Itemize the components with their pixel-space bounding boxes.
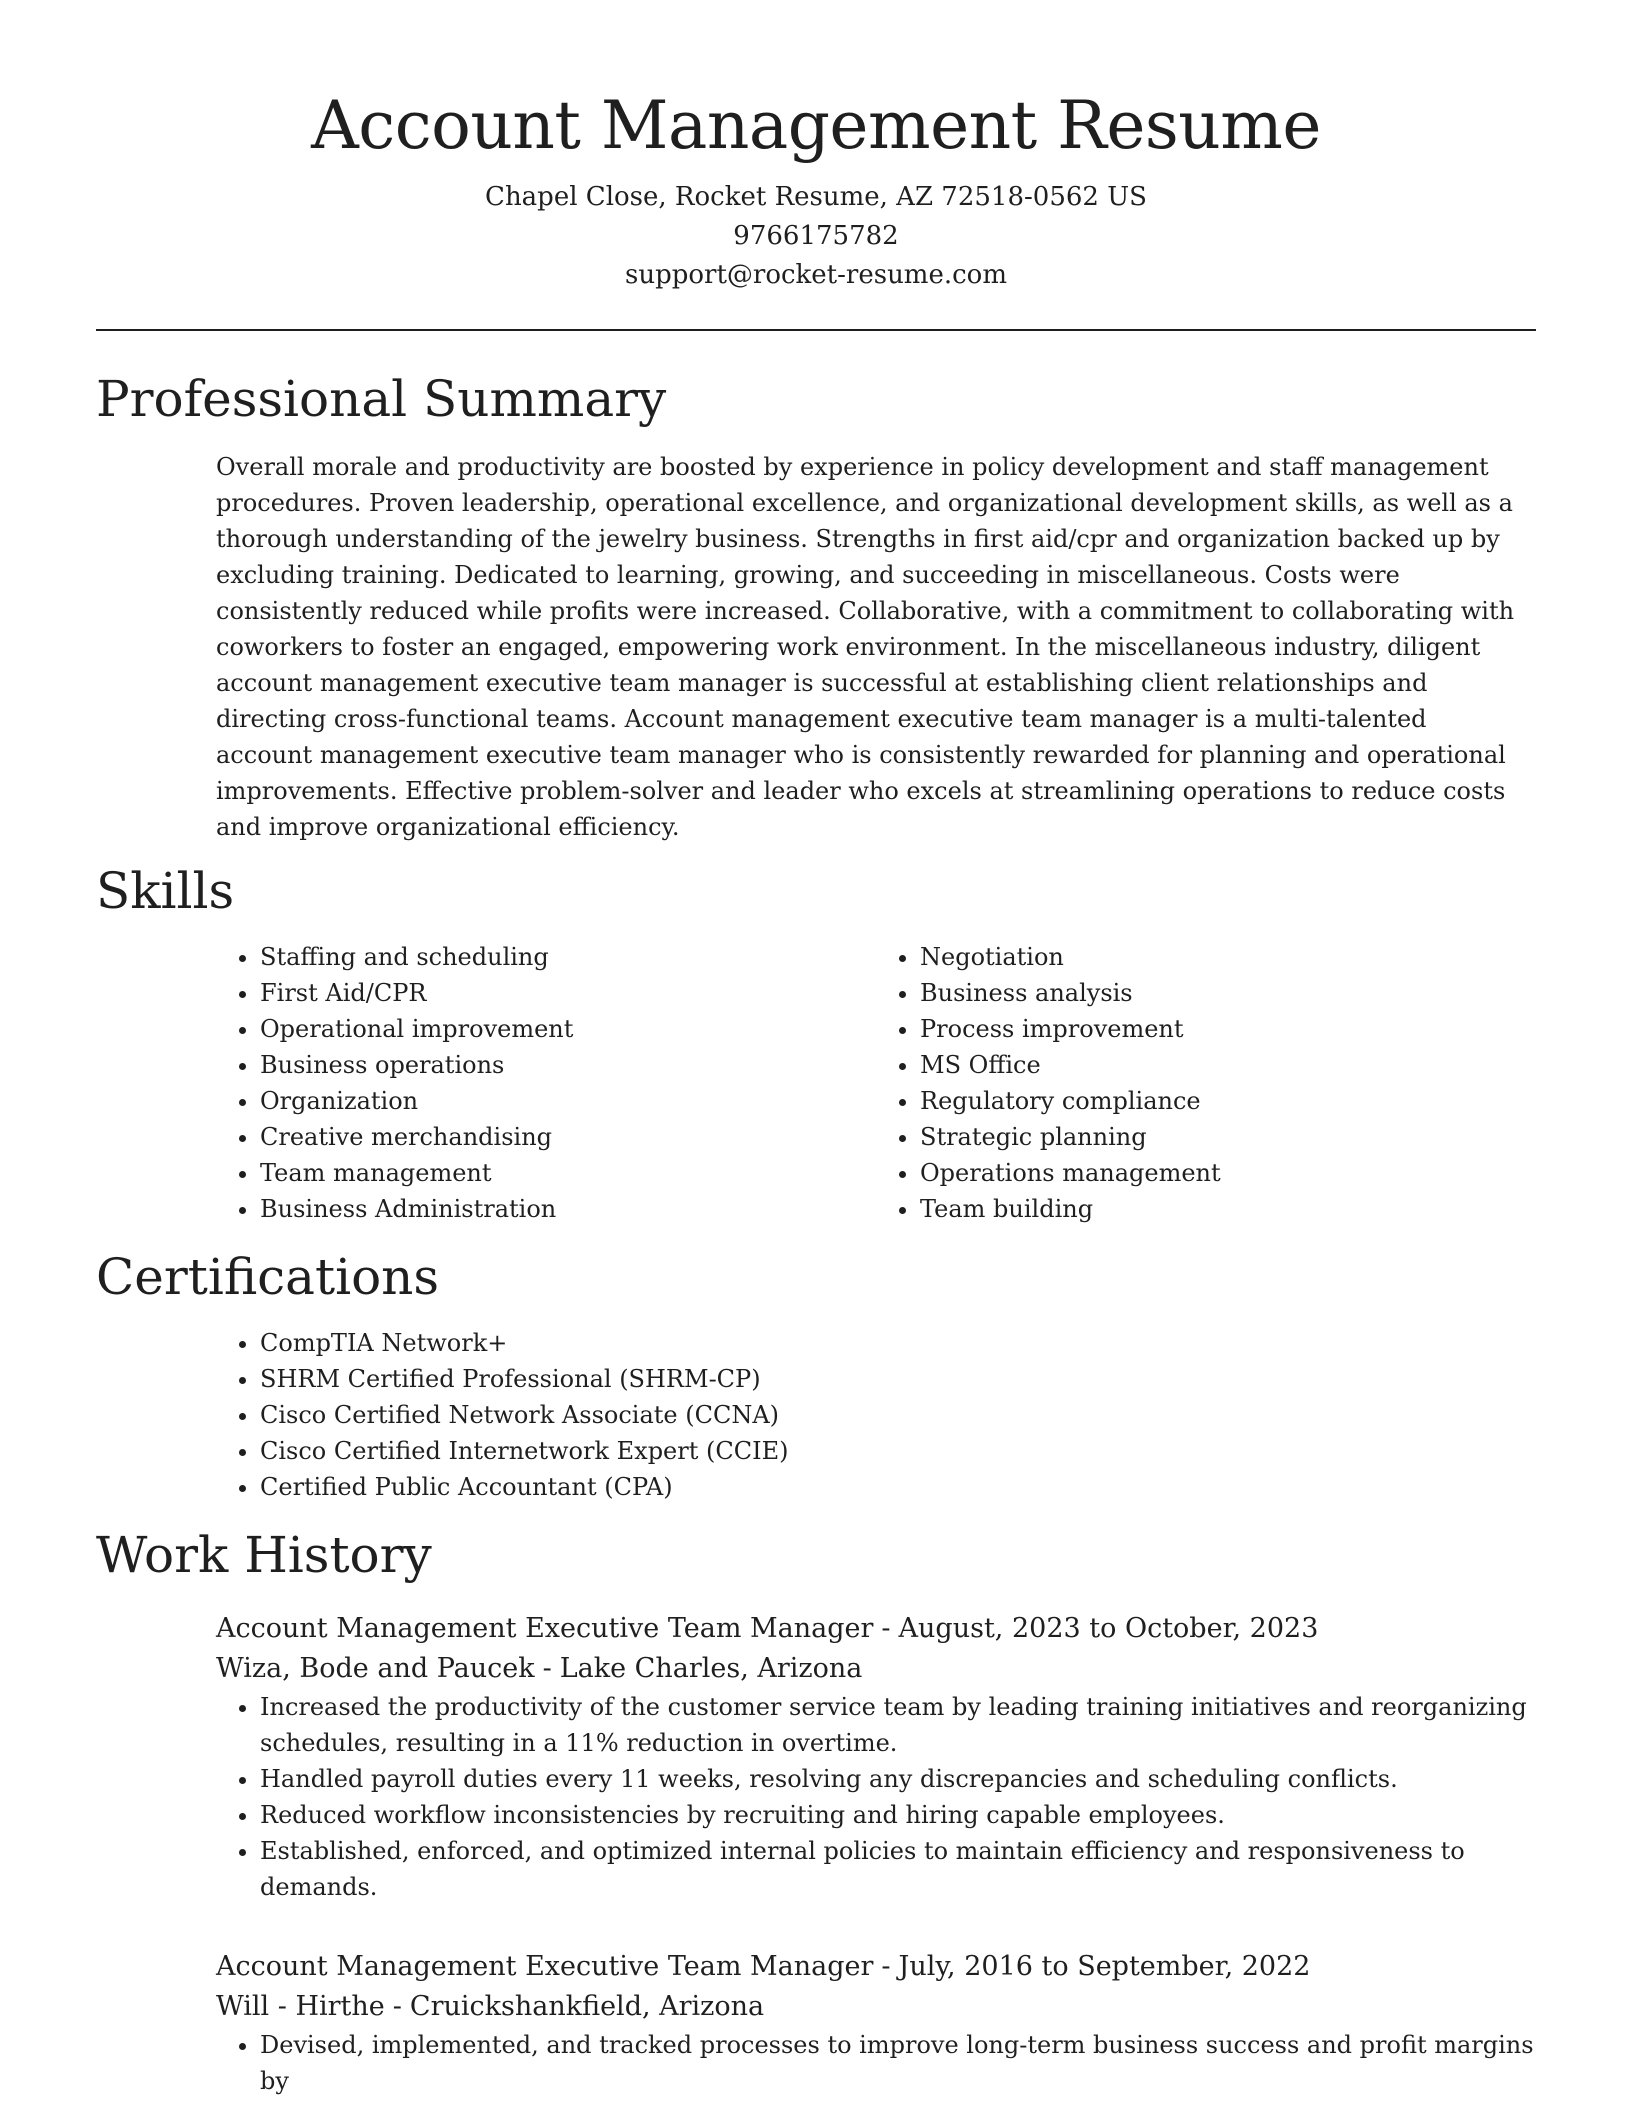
skill-item: • Regulatory compliance [920,1083,1536,1119]
skill-item: • Organization [260,1083,876,1119]
certifications-section [96,1245,1536,1505]
contact-phone: 9766175782 [733,221,899,251]
section-title-skills: Skills [96,862,235,920]
resume-page [96,0,1536,2099]
summary-section [96,367,1536,845]
job-location: Lake Charles, Arizona [559,1653,863,1684]
job-bullet: • Established, enforced, and optimized internal policies to maintain efficiency and responsiveness to demands. [260,1833,1536,1905]
resume-header [96,0,1536,295]
job-bullet: • Increased the productivity of the customer service team by leading training initiatives and reorganizing schedules, resulting in a 11% reduction in overtime. [260,1689,1536,1761]
skills-list-right [876,939,1536,1227]
skill-item: • First Aid/CPR [260,975,876,1011]
skills-grid [216,939,1536,1227]
certification-item: • CompTIA Network+ [260,1325,1536,1361]
skill-item: • Negotiation [920,939,1536,975]
job-title-line: Account Management Executive Team Manager - August, 2023 to October, 2023 [216,1613,1319,1644]
job-bullets [216,2027,1536,2099]
certification-item: • Certified Public Accountant (CPA) [260,1469,1536,1505]
job-company: Will - Hirthe [216,1991,385,2022]
job-dates: August, 2023 to October, 2023 [898,1613,1319,1644]
job-location: Cruickshankfield, Arizona [409,1991,765,2022]
contact-address: Chapel Close, Rocket Resume, AZ 72518-0562 US [485,182,1147,212]
skills-list-left [216,939,876,1227]
header-divider [96,329,1536,331]
job-entry [216,1947,1536,2099]
certification-item: • SHRM Certified Professional (SHRM-CP) [260,1361,1536,1397]
job-entry [216,1609,1536,1905]
job-bullet: • Devised, implemented, and tracked processes to improve long-term business success and profit margins by [260,2027,1536,2099]
work-history-section [96,1523,1536,2099]
section-title-summary: Professional Summary [96,370,667,428]
skill-item: • Team building [920,1191,1536,1227]
job-title-line: Account Management Executive Team Manager - July, 2016 to September, 2022 [216,1951,1311,1982]
skill-item: • Strategic planning [920,1119,1536,1155]
section-title-certifications: Certifications [96,1248,440,1306]
job-company-line: Wiza, Bode and Paucek - Lake Charles, Arizona [216,1653,863,1684]
skill-item: • Operations management [920,1155,1536,1191]
summary-text: Overall morale and productivity are boosted by experience in policy development and staff management procedures. Proven leadership, operational excellence, and organizational development skills, as well as a thorough understanding of the jewelry business. Strengths in first aid/cpr and organization backed up by excluding training. Dedicated to learning, growing, and succeeding in miscellaneous. Costs were consistently reduced while profits were increased. Collaborative, with a commitment to collaborating with coworkers to foster an engaged, empowering work environment. In the miscellaneous industry, diligent account management executive team manager is successful at establishing client relationships and directing cross-functional teams. Account management executive team manager is a multi-talented account management executive team manager who is consistently rewarded for planning and operational improvements. Effective problem-solver and leader who excels at streamlining operations to reduce costs and improve organizational efficiency. [216,453,1515,841]
skill-item: • Process improvement [920,1011,1536,1047]
skill-item: • Business Administration [260,1191,876,1227]
job-bullet: • Reduced workflow inconsistencies by recruiting and hiring capable employees. [260,1797,1536,1833]
skill-item: • Creative merchandising [260,1119,876,1155]
job-company-line: Will - Hirthe - Cruickshankfield, Arizona [216,1991,765,2022]
skills-section [96,859,1536,1227]
job-title: Account Management Executive Team Manager [216,1613,874,1644]
job-company: Wiza, Bode and Paucek [216,1653,535,1684]
certifications-list [216,1325,1536,1505]
job-bullet: • Handled payroll duties every 11 weeks, resolving any discrepancies and scheduling conflicts. [260,1761,1536,1797]
skill-item: • Business analysis [920,975,1536,1011]
contact-email: support@rocket-resume.com [624,260,1007,290]
resume-title: Account Management Resume [311,87,1321,164]
skill-item: • MS Office [920,1047,1536,1083]
job-dates: July, 2016 to September, 2022 [898,1951,1311,1982]
job-title: Account Management Executive Team Manager [216,1951,874,1982]
certification-item: • Cisco Certified Network Associate (CCNA) [260,1397,1536,1433]
certification-item: • Cisco Certified Internetwork Expert (CCIE) [260,1433,1536,1469]
job-bullets [216,1689,1536,1905]
section-title-work-history: Work History [96,1526,432,1584]
skill-item: • Operational improvement [260,1011,876,1047]
skill-item: • Business operations [260,1047,876,1083]
skill-item: • Team management [260,1155,876,1191]
skill-item: • Staffing and scheduling [260,939,876,975]
